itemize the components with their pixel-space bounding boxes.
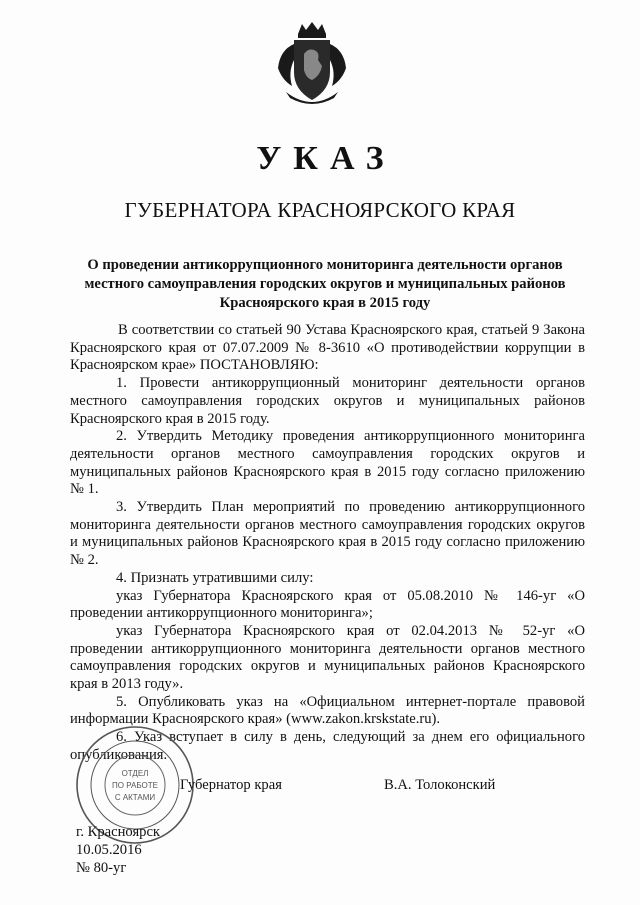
document-subtitle: ГУБЕРНАТОРА КРАСНОЯРСКОГО КРАЯ xyxy=(124,198,516,222)
document-body xyxy=(70,322,585,765)
document-place-date xyxy=(76,823,160,877)
clause-4-item-1: указ Губернатора Красноярского края от 05.08.2010 № 146-уг «О проведении антикоррупционного мониторинга»; xyxy=(70,587,585,622)
signature-position: Губернатор края xyxy=(180,777,282,793)
preamble-paragraph: В соответствии со статьей 90 Устава Красноярского края, статьей 9 Закона Красноярского края от 07.07.2009 № 8-3610 «О противодействии коррупции в Красноярском крае» ПОСТАНОВЛЯЮ: xyxy=(70,322,585,374)
svg-text:ПО РАБОТЕ: ПО РАБОТЕ xyxy=(112,781,158,790)
document-number: № 80-уг xyxy=(76,860,127,876)
svg-text:ОТДЕЛ: ОТДЕЛ xyxy=(121,769,149,778)
document-title: УКАЗ xyxy=(256,140,396,177)
place: г. Красноярск xyxy=(76,824,161,840)
heading-line: О проведении антикоррупционного мониторинга деятельности органов xyxy=(87,257,563,273)
clause-2: 2. Утвердить Методику проведения антикоррупционного мониторинга деятельности органов местного самоуправления городских округов и муниципальных районов Красноярского края в 2015 году согласно приложению № 1. xyxy=(70,428,585,498)
clause-3: 3. Утвердить План мероприятий по проведению антикоррупционного мониторинга деятельности органов местного самоуправления городских округов и муниципальных районов Красноярского края в 2015 году согласно приложению № 2. xyxy=(70,499,585,569)
svg-text:С АКТАМИ: С АКТАМИ xyxy=(114,793,156,802)
document-heading xyxy=(70,256,580,313)
coat-of-arms-emblem xyxy=(272,20,352,110)
clause-6: 6. Указ вступает в силу в день, следующий за днем его официального опубликования. xyxy=(70,729,585,763)
clause-5: 5. Опубликовать указ на «Официальном интернет-портале правовой информации Красноярского края» (www.zakon.krskstate.ru). xyxy=(70,693,585,728)
clause-1: 1. Провести антикоррупционный мониторинг деятельности органов местного самоуправления городских округов и муниципальных районов Красноярского края в 2015 году. xyxy=(70,375,585,427)
heading-line: местного самоуправления городских округов и муниципальных районов xyxy=(84,276,566,292)
signature-name: В.А. Толоконский xyxy=(384,777,496,793)
clause-4: 4. Признать утратившими силу: xyxy=(116,569,314,586)
clause-4-item-2: указ Губернатора Красноярского края от 02.04.2013 № 52-уг «О проведении антикоррупционного мониторинга деятельности органов местного самоуправления городских округов и муниципальных районов Красноярского края в 2013 году». xyxy=(70,622,585,693)
heading-line: Красноярского края в 2015 году xyxy=(219,295,431,311)
date: 10.05.2016 xyxy=(76,842,142,858)
